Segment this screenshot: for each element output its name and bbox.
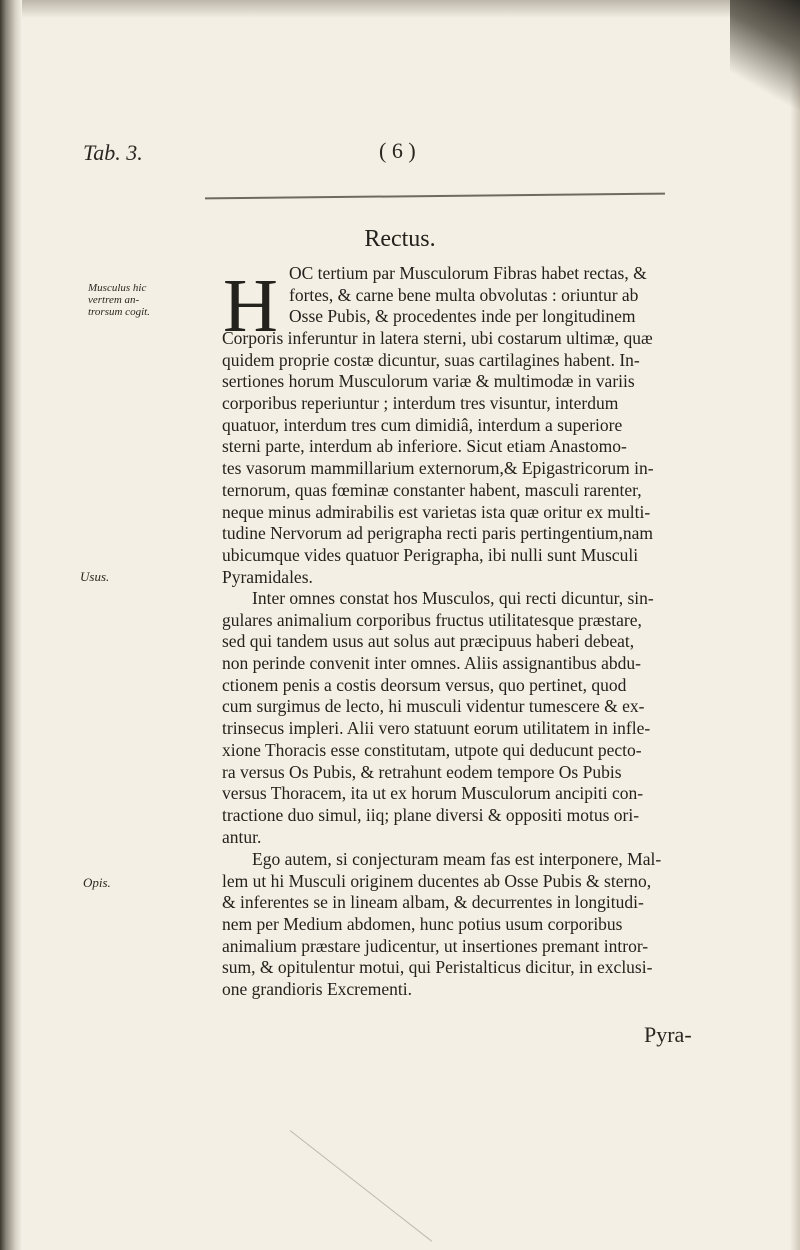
paragraph-1-body bbox=[222, 328, 654, 588]
text-line: animalium præstare judicentur, ut insertiones premant intror- bbox=[222, 935, 649, 956]
text-line: antur. bbox=[222, 826, 262, 847]
text-line: ubicumque vides quatuor Perigrapha, ibi nulli sunt Musculi bbox=[222, 544, 639, 565]
text-line: fortes, & carne bene multa obvolutas : oriuntur ab bbox=[289, 284, 639, 305]
text-line: sterni parte, interdum ab inferiore. Sicut etiam Anastomo- bbox=[222, 436, 627, 457]
margin-note-line: Musculus hic bbox=[88, 282, 147, 294]
page-corner-shadow bbox=[730, 0, 800, 110]
text-line: cum surgimus de lecto, hi musculi videntur tumescere & ex- bbox=[222, 696, 645, 717]
text-line: gulares animalium corporibus fructus utilitatesque præstare, bbox=[222, 609, 642, 630]
text-line: lem ut hi Musculi originem ducentes ab Osse Pubis & sterno, bbox=[222, 870, 652, 891]
plate-reference: Tab. 3. bbox=[83, 140, 143, 165]
paragraph-3 bbox=[222, 849, 661, 1001]
margin-note-line: trorsum cogit. bbox=[88, 306, 150, 318]
text-line: trinsecus impleri. Alii vero statuunt eorum utilitatem in infle- bbox=[222, 718, 651, 739]
page-binding-edge bbox=[0, 0, 22, 1250]
text-line: ctionem penis a costis deorsum versus, quo pertinet, quod bbox=[222, 674, 627, 695]
text-line: Osse Pubis, & procedentes inde per longitudinem bbox=[289, 306, 636, 327]
text-line: & inferentes se in lineam albam, & decurrentes in longitudi- bbox=[222, 892, 644, 913]
page-right-shadow bbox=[790, 0, 800, 1250]
page-top-shadow bbox=[0, 0, 800, 18]
text-line: Corporis inferuntur in latera sterni, ubi costarum ultimæ, quæ bbox=[222, 328, 653, 348]
header-rule bbox=[205, 193, 665, 200]
text-line: Pyramidales. bbox=[222, 566, 313, 587]
text-line: OC tertium par Musculorum Fibras habet rectas, & bbox=[289, 263, 647, 283]
text-line: versus Thoracem, ita ut ex horum Musculorum ancipiti con- bbox=[222, 783, 644, 804]
drop-cap-letter: H bbox=[223, 264, 278, 348]
text-line: one grandioris Excrementi. bbox=[222, 979, 413, 1000]
text-line: sed qui tandem usus aut solus aut præcipuus haberi debeat, bbox=[222, 631, 635, 652]
text-line: ra versus Os Pubis, & retrahunt eodem tempore Os Pubis bbox=[222, 761, 622, 782]
text-line: quatuor, interdum tres cum dimidiâ, interdum a superiore bbox=[222, 414, 623, 435]
text-line: sertiones horum Musculorum variæ & multimodæ in variis bbox=[222, 371, 635, 392]
text-line: non perinde convenit inter omnes. Aliis assignantibus abdu- bbox=[222, 653, 641, 674]
section-title: Rectus. bbox=[364, 226, 436, 252]
text-line: ternorum, quas fœminæ constanter habent, masculi rarenter, bbox=[222, 479, 642, 500]
text-line: corporibus reperiuntur ; interdum tres visuntur, interdum bbox=[222, 393, 619, 414]
page-number: ( 6 ) bbox=[379, 138, 416, 163]
text-line: Ego autem, si conjecturam meam fas est interponere, Mal- bbox=[252, 849, 662, 869]
catchword: Pyra- bbox=[644, 1022, 692, 1047]
show-through-line bbox=[290, 1130, 432, 1242]
margin-note-usus: Usus. bbox=[80, 569, 110, 584]
margin-note-function bbox=[88, 282, 150, 318]
margin-note-line: vertrem an- bbox=[88, 294, 140, 306]
text-line: tudine Nervorum ad perigrapha recti paris pertingentium,nam bbox=[222, 523, 654, 544]
text-line: tractione duo simul, iiq; plane diversi & oppositi motus ori- bbox=[222, 804, 640, 825]
text-line: quidem proprie costæ dicuntur, suas cartilagines habent. In- bbox=[222, 349, 640, 370]
paragraph-1-indented bbox=[289, 263, 647, 328]
text-line: neque minus admirabilis est varietas ista quæ oritur ex multi- bbox=[222, 501, 651, 522]
text-line: xione Thoracis esse constitutam, utpote qui deducunt pecto- bbox=[222, 739, 642, 760]
text-line: sum, & opitulentur motui, qui Peristalticus dicitur, in exclusi- bbox=[222, 957, 653, 978]
margin-note-opis: Opis. bbox=[83, 875, 111, 890]
text-line: Inter omnes constat hos Musculos, qui recti dicuntur, sin- bbox=[252, 588, 654, 608]
paragraph-2 bbox=[222, 588, 654, 848]
text-line: nem per Medium abdomen, hunc potius usum corporibus bbox=[222, 914, 623, 935]
text-line: tes vasorum mammillarium externorum,& Epigastricorum in- bbox=[222, 458, 654, 479]
